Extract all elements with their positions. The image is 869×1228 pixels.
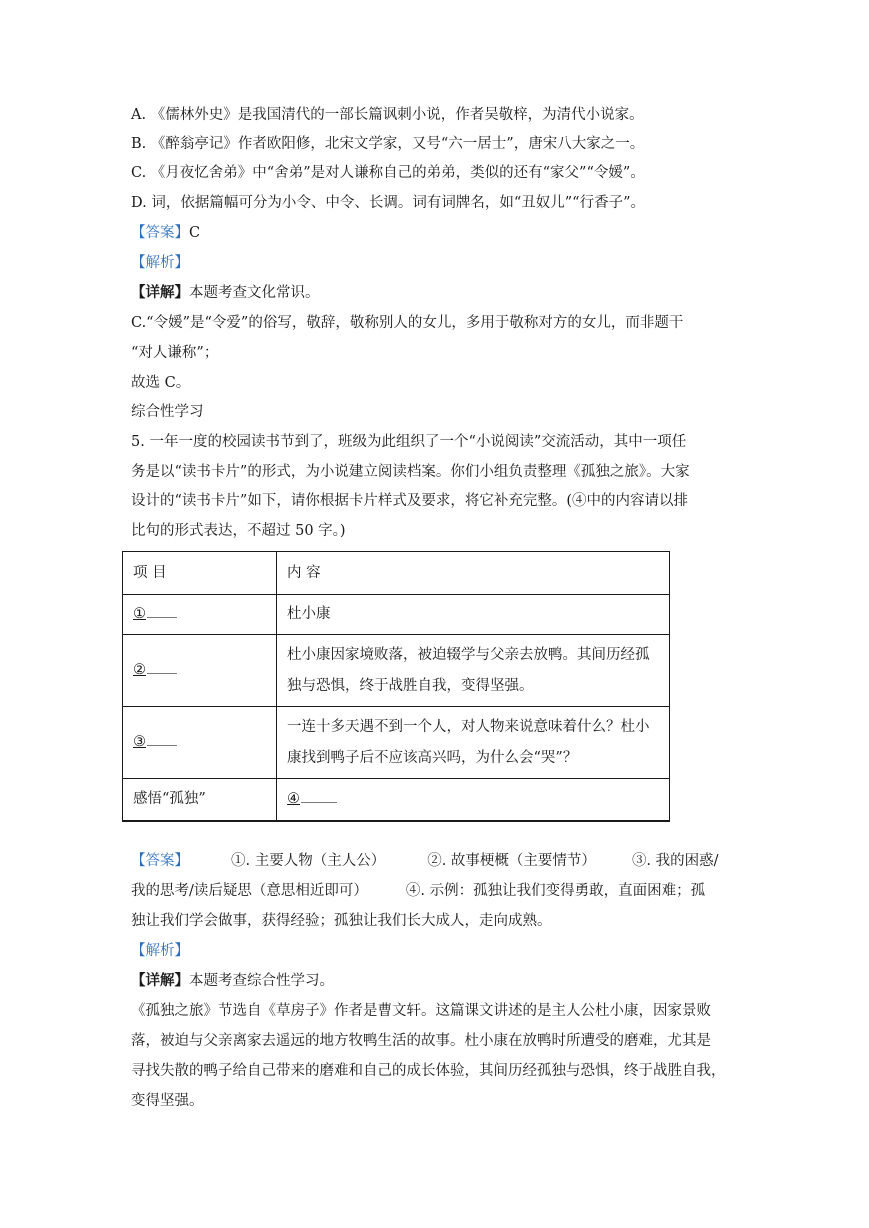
answer-item-4: ④. 示例：孤独让我们变得勇敢，直面困难；孤 (405, 883, 706, 899)
q5-stem-line: 务是以“读书卡片”的形式，为小说建立阅读档案。你们小组负责整理《孤独之旅》。大家 (131, 464, 690, 480)
detail-text: 本题考查综合性学习。 (189, 973, 334, 989)
q5-explain-line: 寻找失散的鸭子给自己带来的磨难和自己的成长体验，其间历经孤独与恐惧，终于战胜自我， (131, 1063, 726, 1079)
answer-item-1: ①. 主要人物（主人公） (231, 853, 386, 869)
fill-blank (147, 731, 177, 746)
table-row (123, 552, 670, 595)
detail-label: 【详解】 (131, 284, 189, 301)
q4-detail (131, 284, 320, 302)
q4-explain-line: C.“令媛”是“令爱”的俗写，敬辞，敬称别人的女儿，多用于敬称对方的女儿，而非题干 (131, 315, 684, 331)
table-row (123, 707, 670, 779)
q5-analysis-label: 【解析】 (131, 943, 189, 959)
blank-cell-3 (123, 707, 277, 779)
q4-analysis-label: 【解析】 (131, 255, 189, 271)
answer-label: 【答案】 (131, 853, 189, 869)
header-item: 项 目 (123, 552, 277, 595)
table-row (123, 635, 670, 707)
answer-item-3-cont: 我的思考/读后疑思（意思相近即可） (131, 883, 368, 899)
q4-explain-line: 故选 C。 (131, 375, 191, 391)
detail-label: 【详解】 (131, 972, 189, 989)
section-title: 综合性学习 (131, 404, 204, 420)
content-line: 独与恐惧，终于战胜自我，变得坚强。 (287, 677, 534, 694)
q5-answer-line: 独让我们学会做事，获得经验；孤独让我们长大成人，走向成熟。 (131, 913, 552, 929)
answer-label: 【答案】 (131, 225, 189, 241)
fill-blank (301, 788, 337, 803)
blank-cell-1 (123, 595, 277, 635)
content-cell (277, 635, 670, 707)
content-line: 一连十多天遇不到一个人，对人物来说意味着什么？杜小 (287, 718, 650, 735)
q5-answer-line (131, 882, 705, 900)
reading-card-table (122, 551, 670, 822)
detail-text: 本题考查文化常识。 (189, 285, 320, 301)
content-cell: 杜小康 (277, 595, 670, 635)
content-line: 康找到鸭子后不应该高兴吗，为什么会“哭”？ (287, 749, 578, 766)
q5-stem-line: 5. 一年一度的校园读书节到了，班级为此组织了一个“小说阅读”交流活动，其中一项任 (131, 434, 687, 450)
q5-explain-line: 《孤独之旅》节选自《草房子》作者是曹文轩。这篇课文讲述的是主人公杜小康，因家景败 (131, 1003, 711, 1019)
answer-value: C (189, 225, 201, 241)
option-a: A. 《儒林外史》是我国清代的一部长篇讽刺小说，作者吴敬梓，为清代小说家。 (131, 107, 644, 123)
q5-stem-line: 比句的形式表达，不超过 50 字。) (131, 523, 346, 539)
answer-item-3: ③. 我的困惑/ (631, 853, 719, 869)
blank-cell-4 (277, 779, 670, 821)
option-b: B. 《醉翁亭记》作者欧阳修，北宋文学家，又号“六一居士”，唐宋八大家之一。 (131, 136, 645, 152)
row-label: 感悟“孤独” (123, 779, 277, 821)
fill-blank (147, 603, 177, 618)
blank-number: ③ (133, 734, 146, 750)
table-row (123, 779, 670, 821)
q5-explain-line: 落，被迫与父亲离家去遥远的地方牧鸭生活的故事。杜小康在放鸭时所遭受的磨难，尤其是 (131, 1033, 711, 1049)
blank-cell-2 (123, 635, 277, 707)
blank-number: ④ (287, 790, 300, 807)
option-c: C. 《月夜忆舍弟》中“舍弟”是对人谦称自己的弟弟，类似的还有“家父”“令媛”。 (131, 165, 645, 181)
blank-number: ① (133, 606, 146, 622)
fill-blank (147, 659, 177, 674)
table-row (123, 595, 670, 635)
q5-explain-line: 变得坚强。 (131, 1093, 204, 1109)
answer-item-2: ②. 故事梗概（主要情节） (427, 853, 596, 869)
q5-detail (131, 972, 334, 990)
header-content: 内 容 (277, 552, 670, 595)
q4-answer (131, 224, 200, 242)
option-d: D. 词，依据篇幅可分为小令、中令、长调。词有词牌名，如“丑奴儿”“行香子”。 (131, 195, 645, 211)
q5-answer-line (131, 852, 719, 870)
q5-stem-line: 设计的“读书卡片”如下，请你根据卡片样式及要求，将它补充完整。(④中的内容请以排 (131, 493, 688, 509)
content-line: 杜小康因家境败落，被迫辍学与父亲去放鸭。其间历经孤 (287, 646, 650, 663)
blank-number: ② (133, 662, 146, 678)
content-cell (277, 707, 670, 779)
q4-explain-line: “对人谦称”； (131, 345, 219, 361)
